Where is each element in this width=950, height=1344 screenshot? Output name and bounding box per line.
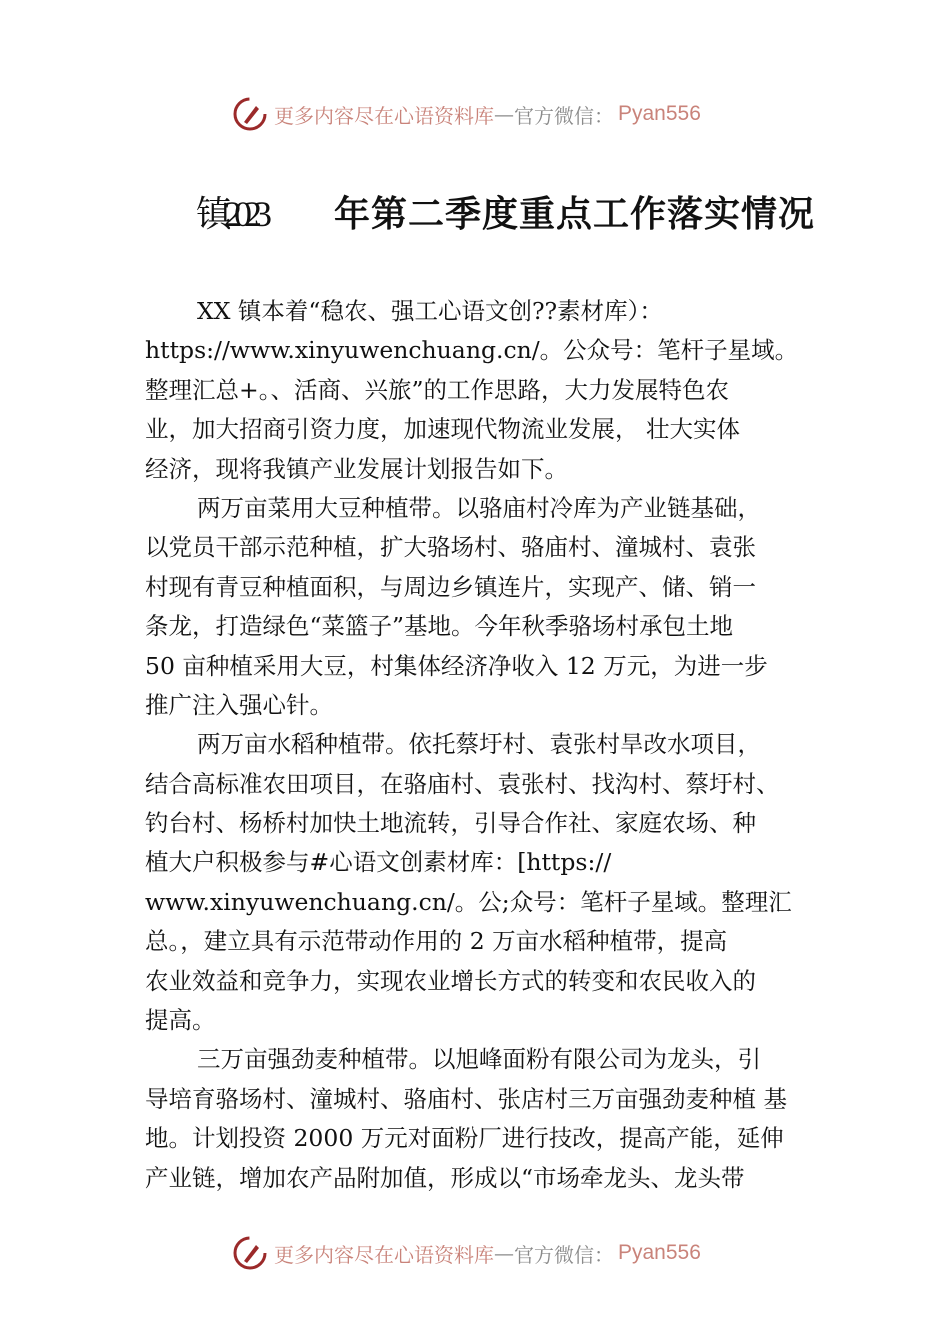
watermark-label: 官方微信：	[514, 103, 614, 128]
text-line: 三万亩强劲麦种植带。以旭峰面粉有限公司为龙头，引	[197, 1045, 761, 1074]
watermark-label: 官方微信：	[514, 1242, 614, 1267]
paragraph	[145, 725, 825, 1040]
text-line: www.xinyuwenchuang.cn/。公;众号：笔杆子星域。整理汇	[145, 887, 792, 916]
pen-logo-icon	[232, 96, 268, 132]
watermark-brand: 更多内容尽在心语资料库	[274, 1242, 494, 1267]
text-line: 条龙，打造绿色“菜篮子”基地。今年秋季骆场村承包土地	[145, 612, 734, 641]
text-line: https://www.xinyuwenchuang.cn/。公众号：笔杆子星域。	[145, 336, 799, 365]
text-line: 业，加大招商引资力度，加速现代物流业发展， 壮大实体	[145, 415, 740, 444]
text-line: 提高。	[145, 1006, 216, 1035]
watermark-wechat: Pyan556	[618, 102, 701, 125]
text-line: 结合高标准农田项目，在骆庙村、袁张村、找沟村、蔡圩村、	[145, 769, 780, 798]
watermark-sep: —	[494, 1241, 514, 1265]
pen-logo-icon	[232, 1235, 268, 1271]
text-line: 经济，现将我镇产业发展计划报告如下。	[145, 454, 568, 483]
text-line: 推广注入强心针。	[145, 690, 333, 719]
text-line: 地。计划投资 2000 万元对面粉厂进行技改，提高产能，延伸	[145, 1124, 784, 1153]
watermark-sep: —	[494, 102, 514, 126]
text-line: 钓台村、杨桥村加快土地流转，引导合作社、家庭农场、种	[145, 809, 756, 838]
text-line: 两万亩菜用大豆种植带。以骆庙村冷库为产业链基础，	[197, 493, 761, 522]
paragraph	[145, 292, 825, 489]
text-line: 50 亩种植采用大豆，村集体经济净收入 12 万元，为进一步	[145, 651, 768, 680]
text-line: 农业效益和竞争力，实现农业增长方式的转变和农民收入的	[145, 966, 756, 995]
text-line: 导培育骆场村、潼城村、骆庙村、张店村三万亩强劲麦种植 基	[145, 1084, 787, 1113]
text-line: 以党员干部示范种植，扩大骆场村、骆庙村、潼城村、袁张	[145, 533, 756, 562]
watermark-footer	[232, 1233, 701, 1273]
text-line: 产业链，增加农产品附加值，形成以“市场牵龙头、龙头带	[145, 1163, 745, 1192]
title-main: 年第二季度重点工作落实情况	[334, 193, 816, 235]
document-body	[145, 292, 825, 1198]
text-line: 总。，建立具有示范带动作用的 2 万亩水稻种植带，提高	[145, 927, 728, 956]
watermark-brand: 更多内容尽在心语资料库	[274, 103, 494, 128]
paragraph	[145, 489, 825, 725]
text-line: 整理汇总+。、活商、兴旅”的工作思路，大力发展特色农	[145, 375, 729, 404]
paragraph	[145, 1040, 825, 1198]
text-line: XX 镇本着“稳农、强工心语文创??素材库）：	[197, 297, 663, 325]
text-line: 两万亩水稻种植带。依托蔡圩村、袁张村旱改水项目，	[197, 730, 761, 759]
text-line: 植大户积极参与#心语文创素材库：[https://	[145, 848, 612, 877]
watermark-header	[232, 94, 701, 134]
text-line: 村现有青豆种植面积，与周边乡镇连片，实现产、储、销一	[145, 572, 756, 601]
page-title	[196, 186, 816, 236]
title-prefix: 镇2023	[196, 194, 265, 234]
watermark-wechat: Pyan556	[618, 1241, 701, 1264]
